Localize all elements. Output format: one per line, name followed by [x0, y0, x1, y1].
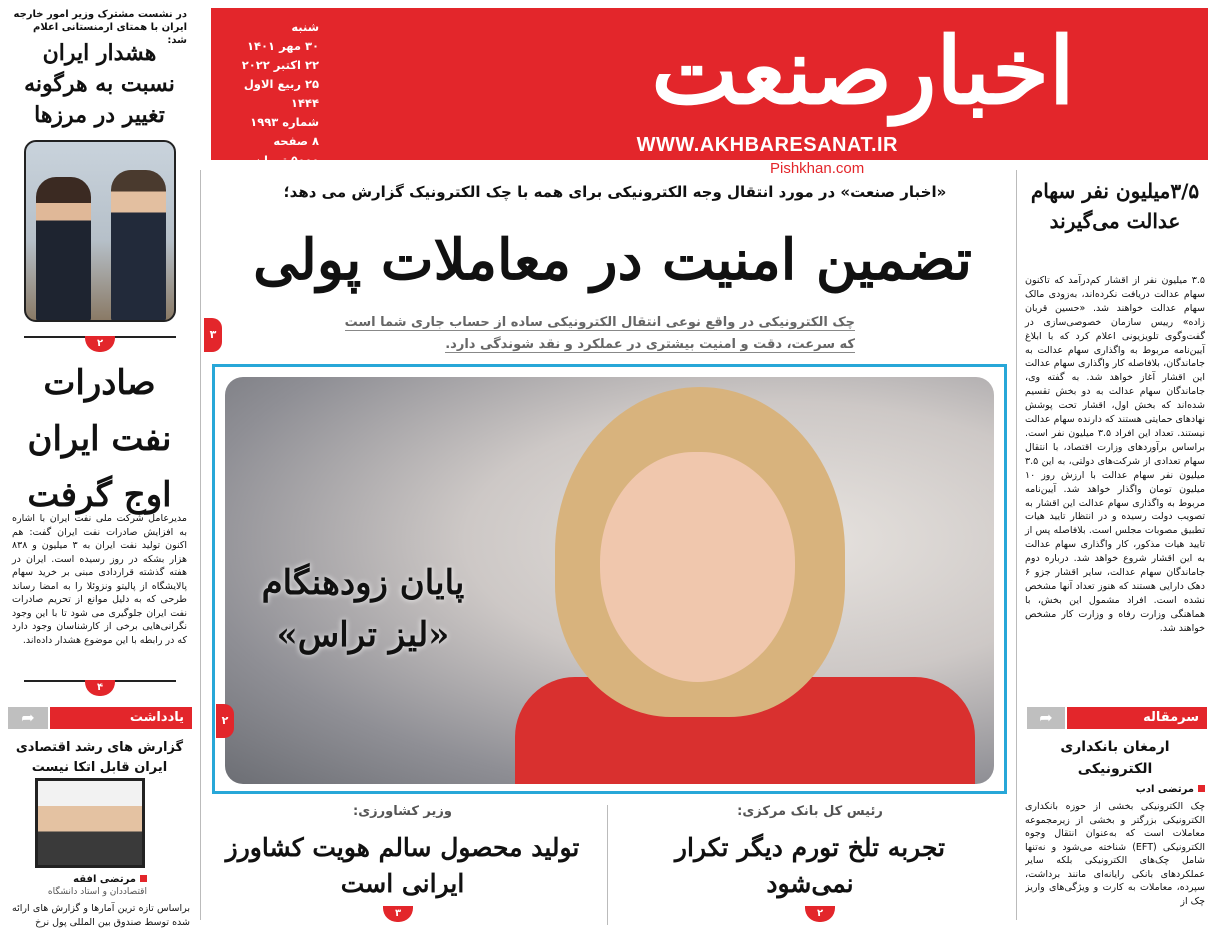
ministers-photo — [24, 140, 176, 322]
issue-day: شنبه — [291, 20, 319, 34]
section-arrow — [1027, 707, 1065, 729]
sarmaghale-body: چک الکترونیکی بخشی از حوزه بانکداری الکترونیکی بزرگتر و بخشی از زیرمجموعه معاملات است که به‌عنوان انتقال وجوه الکترونیکی (EFT) شناخته می‌شود و نه‌تنها شامل چک‌های الکترونیکی بلکه سایر عملکردهای بانکی رایانه‌ای مانند برداشت، سپرده، معاملات به کارت و ویژگی‌های واریز چک از — [1025, 801, 1205, 907]
main-headline[interactable]: تضمین امنیت در معاملات پولی — [253, 227, 972, 293]
right-headline[interactable]: ۳/۵میلیون نفر سهام عدالت می‌گیرند — [1030, 179, 1200, 233]
left-body-text: مدیرعامل شرکت ملی نفت ایران با اشاره به افزایش صادرات نفت ایران گفت: هم اکنون تولید نفت ایران به ۳ میلیون و ۸۳۸ هزار بشکه در روز رسیده است. ایران در هفته گذشته قراردادی مبنی بر خرید سهام پالایشگاه از پالیتو ونزوئلا را به امضا رساند طرحی که به دلیل موانع از تحریم صادرات نفت ایران جلوگیری می شود تا با این وجود نگرانی‌هایی برخی از کارشناسان وجود دارد که در رابطه با این موضوع هشدار داده‌اند. — [12, 513, 188, 646]
lead-line-2: که سرعت، دقت و امنیت بیشتری در عملکرد و نقد شوندگی دارد. — [445, 337, 855, 352]
left-headline-1[interactable]: هشدار ایران نسبت به هرگونه تغییر در مرزها — [24, 40, 175, 128]
sarmaghale-author-text: مرتضی ادب — [1135, 784, 1194, 795]
lead-line-1: چک الکترونیکی در واقع نوعی انتقال الکترونیکی ساده از حساب جاری شما است — [344, 315, 855, 330]
story1-headline[interactable]: تجربه تلخ تورم دیگر تکرار نمی‌شود — [674, 833, 946, 898]
issue-date-hijri: ۲۵ ربیع الاول ۱۴۴۴ — [243, 77, 319, 110]
page-badge[interactable]: ۳ — [383, 906, 413, 922]
arrow-icon: ➦ — [21, 708, 35, 727]
story2-headline[interactable]: تولید محصول سالم هویت کشاورز ایرانی است — [225, 833, 580, 898]
arrow-icon: ➦ — [1039, 708, 1053, 727]
page-badge[interactable]: ۳ — [204, 318, 222, 352]
section-bar-sarmaghale: سرمقاله — [1067, 707, 1207, 729]
newspaper-logo: اخبارصنعت — [651, 17, 1075, 125]
issue-number: شماره ۱۹۹۳ — [250, 115, 319, 129]
page-badge[interactable]: ۲ — [805, 906, 835, 922]
sarmaghale-title[interactable]: ارمغان بانکداری الکترونیکی — [1060, 739, 1170, 777]
page-count: ۸ صفحه — [273, 134, 319, 148]
author-photo — [35, 778, 145, 868]
left-headline-2[interactable]: صادرات نفت ایران اوج گرفت — [27, 363, 172, 515]
feature-photo — [225, 377, 994, 784]
person-right — [111, 170, 166, 322]
section-bar-yaddasht: یادداشت — [50, 707, 192, 729]
yaddasht-title[interactable]: گزارش های رشد اقتصادی ایران قابل اتکا نیست — [15, 740, 184, 775]
person-left — [36, 177, 91, 322]
bullet-square — [1198, 785, 1205, 792]
bullet-square — [140, 875, 147, 882]
left-kicker: در نشست مشترک وزیر امور خارجه ایران با همتای ارمنستانی اعلام شد: — [13, 9, 187, 46]
page-badge[interactable]: ۲ — [85, 336, 115, 352]
face — [600, 452, 795, 682]
issue-date-gregorian: ۲۲ اکتبر ۲۰۲۲ — [241, 58, 319, 72]
right-body-text: ۳.۵ میلیون نفر از اقشار کم‌درآمد که تاکنون سهام عدالت دریافت نکرده‌اند، به‌زودی مالک سهام عدالت خواهند شد. «حسین قربان زاده» رییس سازمان خصوصی‌سازی در گفت‌وگوی تلویزیونی اعلام کرد که با ابلاغ آیین‌نامه مربوط به واگذاری سهام عدالت به جاماندگان، بلافاصله کار واگذاری سهام عدالت این اقشار آغاز خواهد شد. به گفته وی، جاماندگان سهام عدالت به دو بخش تقسیم شده‌اند که بخش اول، اقشار تحت پوشش نهادهای حمایتی هستند که دارنده سهام عدالت نیستند. تعداد این افراد ۳.۵ میلیون نفر است. براساس برآوردهای وزارت اقتصاد، با انتقال سهام تعدادی از شرکت‌های دولتی، به این ۳.۵ میلیون نفر سهام عدالت با ارزش روز ۱۰ میلیون تومان واگذار خواهد شد. آیین‌نامه مربوط به واگذاری سهام عدالت این اقشار به تصویب دولت رسیده و در انتظار تایید هیات تطبیق مصوبات مجلس است. بلافاصله پس از تایید هیات مذکور، کار واگذاری سهام عدالت به این اقشار شروع خواهد شد. درباره دوم جاماندگان سهام عدالت، سایر اقشار جزو ۶ دهک دارایی هستند که هنوز تعداد آنها مشخص نشده است. افراد مشمول این بخش، با هماهنگی وزارت رفاه و وزارت کار مشخص خواهند شد. — [1025, 275, 1205, 634]
section-arrow — [8, 707, 48, 729]
author-name-text: مرتضی افقه — [73, 874, 136, 885]
site-url[interactable]: WWW.AKHBARESANAT.IR — [636, 134, 898, 156]
story1-kicker: رئیس کل بانک مرکزی: — [737, 804, 883, 819]
author-name — [12, 874, 147, 885]
page-badge[interactable]: ۴ — [85, 680, 115, 696]
issue-info — [219, 18, 319, 170]
feature-box[interactable] — [212, 364, 1007, 794]
yaddasht-body: براساس تازه ترین آمارها و گزارش های ارائه شده توسط صندوق بین المللی پول نرخ — [12, 903, 190, 928]
author-role: اقتصاددان و استاد دانشگاه — [47, 887, 147, 897]
main-lead — [300, 312, 855, 356]
page-badge[interactable]: ۲ — [216, 704, 234, 738]
sarmaghale-author — [1025, 784, 1205, 795]
issue-date-persian: ۳۰ مهر ۱۴۰۱ — [247, 39, 319, 53]
watermark-text: Pishkhan.com — [770, 160, 865, 177]
issue-price: ۵۰۰۰ تومان — [254, 153, 319, 167]
feature-title[interactable]: پایان زودهنگام «لیز تراس» — [261, 563, 465, 655]
masthead-banner — [211, 8, 1208, 167]
column-rule — [1016, 170, 1017, 920]
story-rule — [607, 805, 608, 925]
main-kicker: «اخبار صنعت» در مورد انتقال وجه الکترونیکی برای همه با چک الکترونیک گزارش می دهد؛ — [283, 183, 947, 201]
column-rule — [200, 170, 201, 920]
story2-kicker: وزیر کشاورزی: — [353, 804, 452, 819]
